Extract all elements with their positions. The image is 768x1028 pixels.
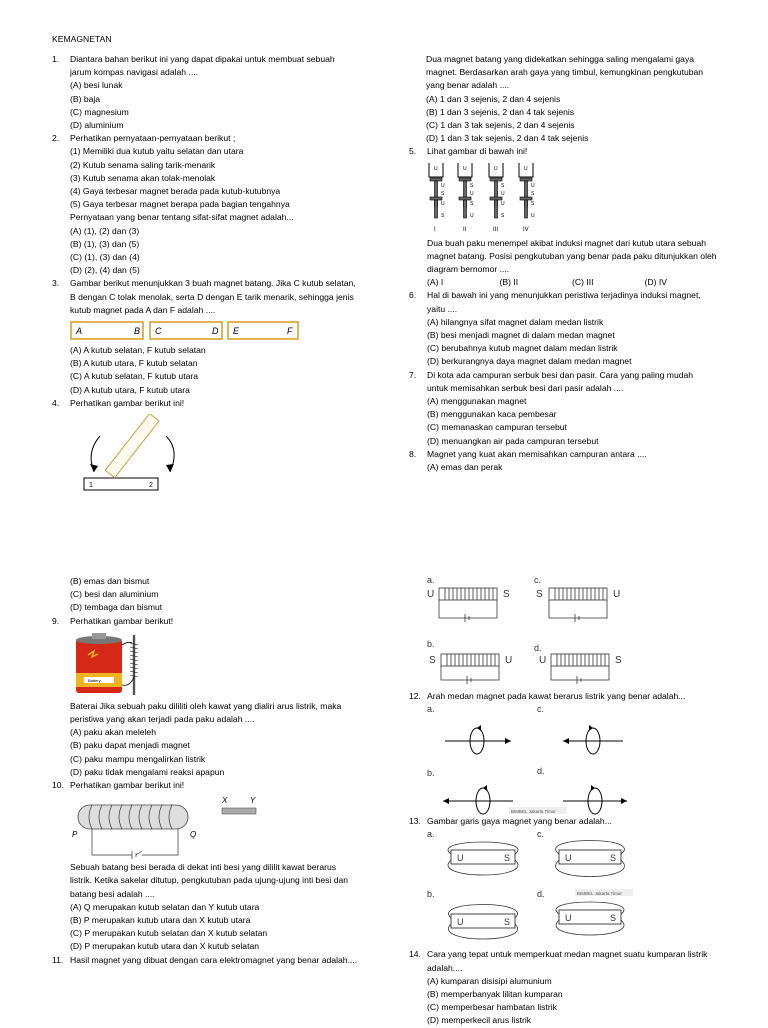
svg-text:d.: d. [537, 889, 545, 900]
solenoid-a [439, 588, 497, 600]
svg-text:d.: d. [537, 766, 545, 777]
right-column-bottom [409, 574, 749, 1028]
option-c: (C) 1 dan 3 tak sejenis, 2 dan 4 sejenis [426, 120, 575, 131]
svg-text:U: U [539, 655, 547, 666]
svg-text:S: S [429, 655, 436, 666]
svg-text:b.: b. [427, 889, 435, 900]
svg-text:U: U [505, 655, 513, 666]
svg-text:P: P [72, 830, 78, 840]
svg-text:S: S [536, 589, 543, 600]
pole-label: E [233, 326, 240, 337]
options-row [427, 276, 717, 289]
option-c: (C) memanaskan campuran tersebut [427, 422, 567, 433]
question-2: 2. Perhatikan pernyataan-pernyataan berikut ; (1) Memiliki dua kutub yaitu selatan dan utara (2) Kutub senama saling tarik-menarik (3) Kutub senama akan tolak-menolak (4) Gaya terbesar magnet berada pada kutub-kutubnya (5) Gaya terbesar magnet berapa pada bagian tengahnya Pernyataan yang benar tentang sifat-sifat magnet adalah... (A) (1), (2) dan (3) (B) (1), (3) dan (5) (C) (1), (3) dan (4) (D) (2), (4) dan (5) [52, 132, 392, 277]
svg-text:S: S [501, 212, 505, 219]
q12-field-figures [409, 703, 649, 815]
nails-figure [427, 161, 577, 237]
option-b: (B) menggunakan kaca pembesar [427, 409, 557, 420]
svg-text:II: II [463, 226, 467, 233]
option-c: (C) III [572, 277, 594, 288]
svg-text:U: U [531, 182, 535, 189]
option-d: (D) aluminium [70, 120, 124, 131]
pole-label: A [76, 326, 83, 337]
battery-nail-figure [74, 631, 154, 697]
option-c: (C) P merupakan kutub selatan dan X kutub selatan [70, 928, 268, 939]
svg-text:S: S [503, 589, 510, 600]
svg-text:S: S [615, 655, 622, 666]
option-b: (B) A kutub utara, F kutub selatan [70, 358, 198, 369]
option-d: (D) P merupakan kutub utara dan X kutub selatan [70, 941, 260, 952]
svg-text:S: S [504, 853, 511, 864]
svg-text:a.: a. [427, 704, 435, 715]
svg-text:U: U [463, 165, 467, 172]
option-a: (A) 1 dan 3 sejenis, 2 dan 4 sejenis [426, 93, 561, 104]
solenoid-c [549, 588, 607, 600]
svg-text:III: III [493, 226, 499, 233]
svg-text:c.: c. [534, 575, 542, 585]
battery-label: Battery [88, 677, 101, 683]
svg-text:S: S [531, 200, 535, 207]
option-b: (B) besi menjadi magnet di dalam medan magnet [427, 330, 615, 341]
svg-text:U: U [457, 853, 464, 864]
pole-label: D [212, 326, 219, 337]
option-d: (D) A kutub utara, F kutub utara [70, 384, 190, 395]
option-b: (B) II [499, 277, 519, 288]
question-4: 4. Perhatikan gambar berikut ini! 1 2 [52, 397, 392, 494]
svg-text:2: 2 [149, 482, 153, 490]
svg-text:S: S [470, 200, 474, 207]
option-d: (D) IV [644, 277, 667, 288]
option-d: (D) paku tidak mengalami reaksi apapun [70, 766, 225, 777]
option-d: (D) memperkecil arus listrik [427, 1015, 532, 1026]
svg-text:d.: d. [534, 643, 542, 653]
question-7: 7. Di kota ada campuran serbuk besi dan pasir. Cara yang paling mudah untuk memisahkan serbuk besi dari pasir adalah .... (A) menggunakan magnet (B) menggunakan kaca pembesar (C) memanaskan campuran tersebut (D) menuangkan air pada campuran tersebut [409, 369, 746, 448]
svg-text:Y: Y [250, 796, 256, 806]
option-b: (B) paku dapat menjadi magnet [70, 740, 190, 751]
svg-text:S: S [470, 182, 474, 189]
electromagnet-figure [70, 793, 270, 859]
svg-text:U: U [494, 165, 498, 172]
q11-solenoid-figures [409, 574, 649, 684]
pole-label: F [287, 326, 293, 337]
svg-text:U: U [531, 212, 535, 219]
svg-text:a.: a. [427, 829, 435, 840]
watermark: BIMBEL Jakarta Timur [577, 891, 622, 897]
horizontal-magnet [84, 478, 158, 490]
question-14: 14. Cara yang tepat untuk memperkuat medan magnet suatu kumparan listrik adalah.... (A) kumparan disisipi alumunium (B) memperbanyak lilitan kumparan (C) memperbesar hambatan listrik (D) memperkecil arus listrik [409, 948, 749, 1027]
iron-core [78, 805, 188, 829]
svg-text:U: U [501, 190, 505, 197]
option-a: (A) paku akan meleleh [70, 727, 156, 738]
svg-text:U: U [613, 589, 621, 600]
svg-text:U: U [427, 589, 435, 600]
svg-text:b.: b. [427, 639, 435, 649]
svg-text:a.: a. [427, 575, 435, 585]
svg-text:S: S [501, 182, 505, 189]
option-c: (C) memperbesar hambatan listrik [427, 1002, 557, 1013]
option-b: (B) P merupakan kutub utara dan X kutub utara [70, 915, 251, 926]
question-5: 5. Lihat gambar di bawah ini! U U U U U S U S S U S U S U U S U S S U I II III IV Dua buah paku menempel akibat induksi magnet dari kutub utara sebuah magnet batang. Posisi pengkutuban yang benar pada paku ditunjukkan oleh diagram bernomor .... (A) I (B) II (C) III (D) IV [409, 145, 746, 289]
question-6: 6. Hal di bawah ini yang menunjukkan peristiwa terjadinya induksi magnet, yaitu .... (A) hilangnya sifat magnet dalam medan listrik (B) besi menjadi magnet di dalam medan magnet (C) berubahnya kutub magnet dalam medan listrik (D) berkurangnya daya magnet dalam medan magnet [409, 289, 746, 368]
three-bar-magnets-figure [70, 319, 300, 343]
option-a: (A) Q merupakan kutub selatan dan Y kutub utara [70, 901, 260, 912]
svg-text:S: S [610, 853, 617, 864]
option-a: (A) I [427, 277, 444, 288]
svg-text:S: S [531, 190, 535, 197]
option-d: (D) 1 dan 3 tak sejenis, 2 dan 4 tak sejenis [426, 133, 589, 144]
svg-text:U: U [470, 212, 474, 219]
question-11: 11. Hasil magnet yang dibuat dengan cara elektromagnet yang benar adalah.... [52, 954, 358, 965]
left-column-top [52, 53, 392, 494]
watermark: BIMBEL Jakarta Timur [511, 809, 556, 815]
svg-text:S: S [441, 190, 445, 197]
question-13: 13. Gambar garis gaya magnet yang benar adalah... [409, 816, 612, 827]
pole-label: C [155, 326, 162, 337]
right-column-top [409, 53, 746, 474]
option-c: (C) besi dan aluminium [70, 589, 159, 600]
svg-text:U: U [565, 853, 572, 864]
svg-text:U: U [457, 917, 464, 928]
question-10: 10. Perhatikan gambar berikut ini! X Y P Q Sebuah batang besi berada di dekat inti besi yang dililit kawat berarus listrik. Ketika sakelar ditutup, pengkutuban pada ujung-ujung inti besi dan batang besi adalah .... (A) Q merupakan kutub selatan dan Y kutub utara (B) P merupakan kutub utara dan X kutub utara (C) P merupakan kutub selatan dan X kutub selatan (D) P merupakan kutub utara dan X kutub selatan [52, 779, 392, 954]
option-b: (B) (1), (3) dan (5) [70, 238, 140, 249]
svg-text:U: U [470, 190, 474, 197]
svg-text:IV: IV [523, 226, 529, 233]
page-title: KEMAGNETAN [52, 34, 112, 44]
option-b: (B) 1 dan 3 sejenis, 2 dan 4 tak sejenis [426, 106, 575, 117]
svg-text:U: U [524, 165, 528, 172]
option-d: (D) (2), (4) dan (5) [70, 265, 140, 276]
svg-text:U: U [501, 200, 505, 207]
svg-text:S: S [441, 212, 445, 219]
option-b: (B) emas dan bismut [70, 576, 150, 586]
option-d: (D) berkurangnya daya magnet dalam medan magnet [427, 356, 632, 367]
option-a: (A) A kutub selatan, F kutub selatan [70, 345, 206, 356]
svg-text:1: 1 [89, 482, 93, 490]
option-c: (C) magnesium [70, 106, 129, 117]
svg-text:U: U [434, 165, 438, 172]
option-b: (B) baja [70, 93, 101, 104]
option-c: (C) berubahnya kutub magnet dalam medan listrik [427, 343, 618, 354]
solenoid-d [551, 654, 609, 666]
question-8: 8. Magnet yang kuat akan memisahkan campuran antara .... (A) emas dan perak [409, 448, 746, 474]
question-9: 9. Perhatikan gambar berikut! Battery Baterai Jika sebuah paku dililiti oleh kawat yang dialiri arus listrik, maka peristiwa yang akan terjadi pada paku adalah .... (A) paku akan meleleh (B) paku dapat menjadi magnet (C) paku mampu mengalirkan listrik (D) paku tidak mengalami reaksi apapun [52, 615, 392, 779]
svg-text:U: U [441, 200, 445, 207]
option-d: (D) menuangkan air pada campuran tersebut [427, 435, 599, 446]
question-4-continued: Dua magnet batang yang didekatkan sehingga saling mengalami gaya magnet. Berdasarkan arah gaya yang timbul, kemungkinan pengkutuban yang benar adalah .... (A) 1 dan 3 sejenis, 2 dan 4 sejenis (B) 1 dan 3 sejenis, 2 dan 4 tak sejenis (C) 1 dan 3 tak sejenis, 2 dan 4 sejenis (D) 1 dan 3 tak sejenis, 2 dan 4 tak sejenis [426, 53, 746, 145]
tilted-magnet [105, 414, 159, 478]
svg-text:I: I [434, 226, 436, 233]
q13-field-line-figures [409, 828, 649, 946]
two-magnets-figure [76, 414, 196, 494]
question-3: 3. Gambar berikut menunjukkan 3 buah magnet batang. Jika C kutub selatan, B dengan C tolak menolak, serta D dengan E tarik menarik, sehingga jenis kutub magnet pada A dan F adalah .... A B C D E F (A) A kutub selatan, F kutub selatan (B) A kutub utara, F kutub selatan (C) A kutub selatan, F kutub utara (D) A kutub utara, F kutub utara [52, 277, 392, 396]
svg-text:c.: c. [537, 829, 545, 840]
option-c: (C) A kutub selatan, F kutub utara [70, 371, 199, 382]
option-a: (A) hilangnya sifat magnet dalam medan listrik [427, 316, 604, 327]
solenoid-b [441, 654, 499, 666]
svg-text:U: U [565, 913, 572, 924]
option-b: (B) memperbanyak lilitan kumparan [427, 989, 563, 1000]
option-a: (A) emas dan perak [427, 462, 503, 473]
svg-text:U: U [441, 182, 445, 189]
option-d: (D) tembaga dan bismut [70, 602, 163, 613]
svg-text:X: X [222, 796, 228, 806]
option-a: (A) kumparan disisipi alumunium [427, 975, 552, 986]
option-c: (C) paku mampu mengalirkan listrik [70, 753, 206, 764]
option-a: (A) (1), (2) dan (3) [70, 225, 140, 236]
svg-text:S: S [610, 913, 617, 924]
option-a: (A) menggunakan magnet [427, 396, 527, 407]
pole-label: B [134, 326, 141, 337]
svg-text:Q: Q [190, 830, 197, 840]
left-column-bottom [52, 575, 392, 967]
svg-text:S: S [504, 917, 511, 928]
svg-text:b.: b. [427, 768, 435, 779]
option-c: (C) (1), (3) dan (4) [70, 252, 140, 263]
question-12: 12. Arah medan magnet pada kawat berarus listrik yang benar adalah... [409, 691, 686, 701]
option-a: (A) besi lunak [70, 80, 123, 91]
question-1: 1. Diantara bahan berikut ini yang dapat dipakai untuk membuat sebuah jarum kompas navigasi adalah .... (A) besi lunak (B) baja (C) magnesium (D) aluminium [52, 53, 392, 132]
iron-bar [222, 808, 256, 814]
question-8-continued [52, 575, 392, 615]
svg-text:c.: c. [537, 704, 545, 715]
